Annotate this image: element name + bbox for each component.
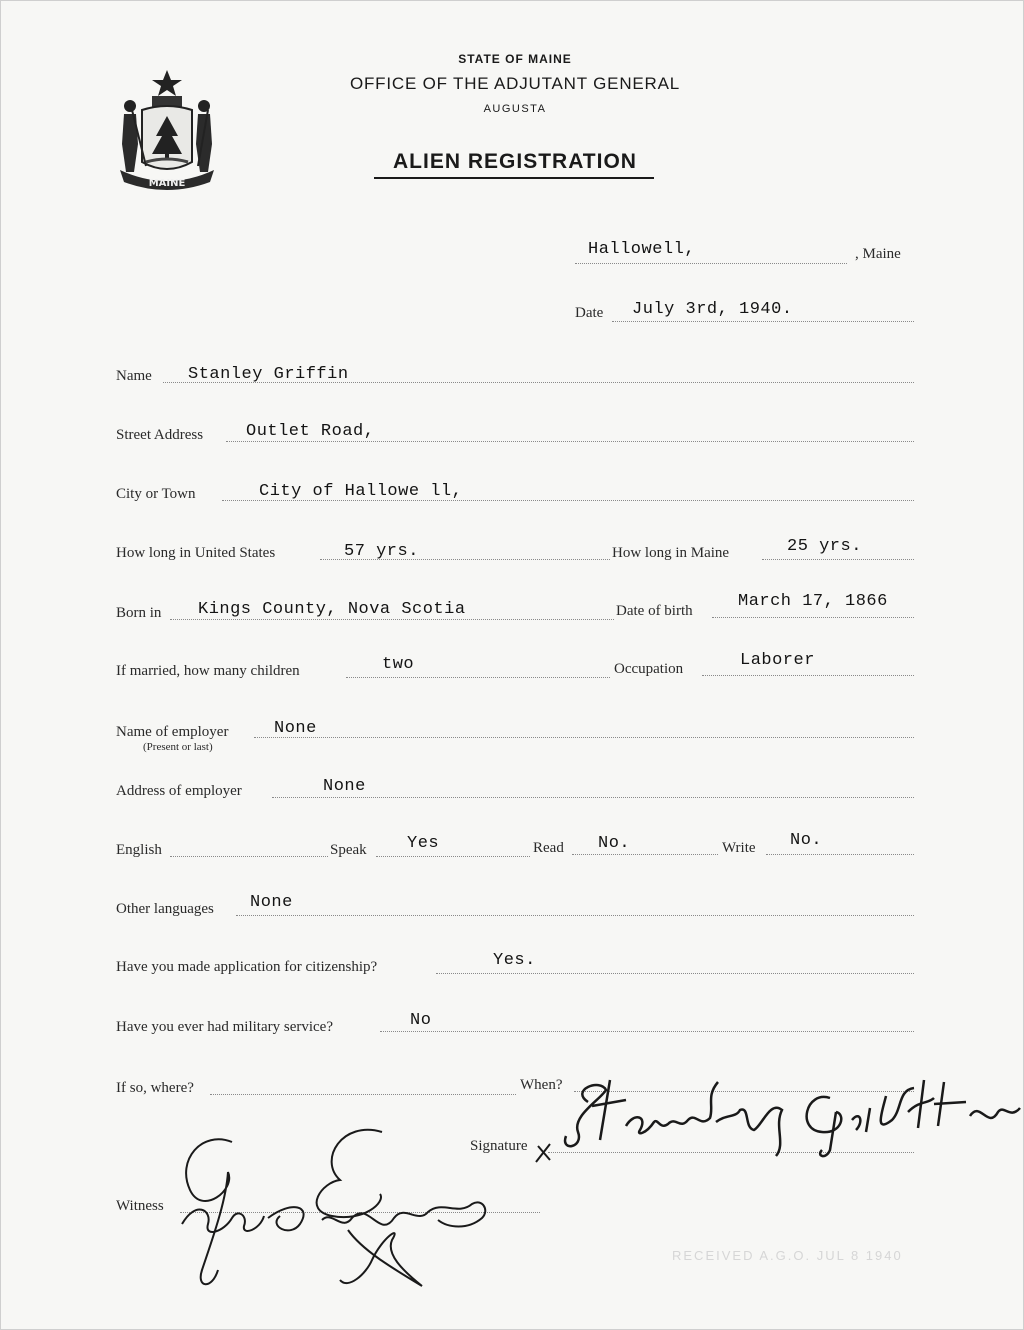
read-value: No. (598, 834, 631, 853)
street-address-label: Street Address (116, 427, 204, 443)
maine-label: , Maine (855, 246, 901, 262)
town-line (575, 263, 847, 264)
speak-line (376, 856, 530, 857)
english-line (170, 856, 328, 857)
read-label: Read (533, 840, 564, 856)
city-town-label: City or Town (116, 486, 196, 502)
born-in-line (170, 619, 614, 620)
occupation-line (702, 675, 914, 676)
header-office: OFFICE OF THE ADJUTANT GENERAL (349, 74, 681, 93)
how-long-maine-line (762, 559, 914, 560)
if-so-where-label: If so, where? (116, 1080, 194, 1096)
date-of-birth-value: March 17, 1866 (738, 592, 888, 611)
date-of-birth-label: Date of birth (616, 603, 693, 619)
employer-name-label: Name of employer (116, 724, 229, 740)
signature-label: Signature (470, 1138, 528, 1154)
born-in-label: Born in (116, 605, 162, 621)
street-address-value: Outlet Road, (246, 422, 375, 441)
received-stamp: RECEIVED A.G.O. JUL 8 1940 (672, 1248, 903, 1263)
title-underline (374, 177, 654, 179)
children-label: If married, how many children (116, 663, 300, 679)
born-in-value: Kings County, Nova Scotia (198, 600, 466, 619)
occupation-value: Laborer (740, 651, 815, 670)
other-languages-value: None (250, 893, 293, 912)
children-value: two (382, 655, 415, 674)
street-address-line (226, 441, 914, 442)
military-service-label: Have you ever had military service? (116, 1019, 333, 1035)
how-long-maine-label: How long in Maine (612, 545, 730, 561)
write-line (766, 854, 914, 855)
occupation-label: Occupation (614, 661, 684, 677)
if-so-where-line (210, 1094, 516, 1095)
citizenship-label: Have you made application for citizenship? (116, 959, 378, 975)
town-value: Hallowell, (588, 240, 696, 259)
date-line (612, 321, 914, 322)
header-state: STATE OF MAINE (458, 52, 572, 66)
witness-label: Witness (116, 1198, 164, 1214)
how-long-us-value: 57 yrs. (344, 542, 419, 561)
date-label: Date (575, 305, 604, 321)
header-city: AUGUSTA (483, 103, 547, 115)
signature-handwriting (530, 1060, 1024, 1170)
read-line (572, 854, 718, 855)
form-title: ALIEN REGISTRATION (393, 150, 637, 173)
write-label: Write (722, 840, 756, 856)
witness-signature-handwriting (172, 1120, 492, 1300)
city-town-value: City of Hallowe ll, (259, 482, 463, 501)
employer-name-line (254, 737, 914, 738)
employer-address-label: Address of employer (116, 783, 242, 799)
write-value: No. (790, 831, 823, 850)
how-long-maine-value: 25 yrs. (787, 537, 862, 556)
name-label: Name (116, 368, 152, 384)
state-seal-icon (112, 66, 222, 192)
speak-label: Speak (330, 842, 367, 858)
employer-address-value: None (323, 777, 366, 796)
date-value: July 3rd, 1940. (632, 300, 793, 319)
children-line (346, 677, 610, 678)
speak-value: Yes (407, 834, 440, 853)
employer-name-value: None (274, 719, 317, 738)
other-languages-label: Other languages (116, 901, 214, 917)
seal-banner-text: MAINE (148, 178, 186, 189)
employer-address-line (272, 797, 914, 798)
citizenship-line (436, 973, 914, 974)
english-label: English (116, 842, 162, 858)
military-service-value: No (410, 1011, 432, 1030)
when-label: When? (520, 1077, 563, 1093)
how-long-us-label: How long in United States (116, 545, 276, 561)
name-value: Stanley Griffin (188, 365, 349, 384)
military-service-line (380, 1031, 914, 1032)
other-languages-line (236, 915, 914, 916)
date-of-birth-line (712, 617, 914, 618)
employer-name-sublabel: (Present or last) (143, 741, 213, 753)
citizenship-value: Yes. (493, 951, 536, 970)
